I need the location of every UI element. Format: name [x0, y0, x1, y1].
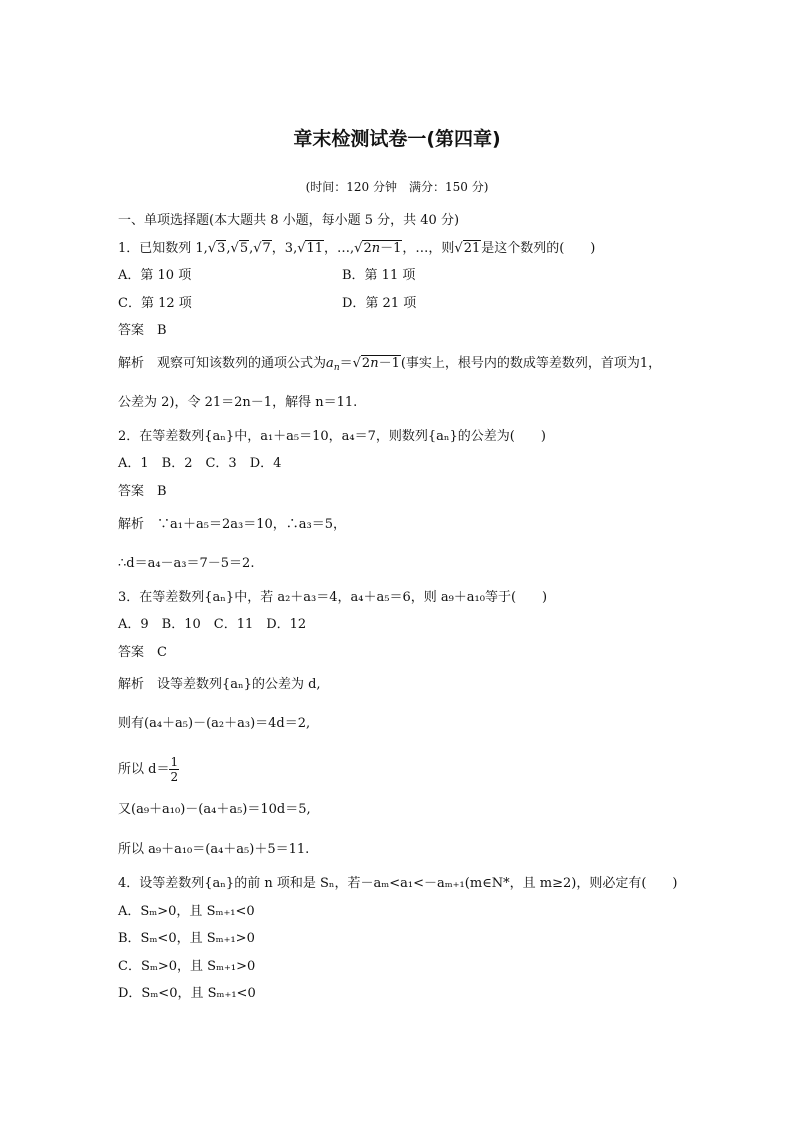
question-2-analysis-cont: ∴d＝a₄－a₃＝7－5＝2. — [118, 556, 255, 571]
question-1-analysis-cont: 公差为 2)，令 21＝2n－1，解得 n＝11. — [118, 395, 358, 410]
page-title: 章末检测试卷一(第四章) — [293, 128, 501, 150]
question-3-analysis: 解析 设等差数列{aₙ}的公差为 d, — [118, 677, 321, 692]
question-3-analysis-4: 又(a₉＋a₁₀)－(a₄＋a₅)＝10d＝5, — [118, 802, 311, 817]
question-1-analysis: 解析 观察可知该数列的通项公式为$a_n=√2n-1$(事实上，根号内的数成等差数列，首项为1， — [118, 356, 662, 373]
question-1-option-c: C．第 12 项 — [118, 296, 192, 311]
question-1-option-d: D．第 21 项 — [342, 296, 417, 311]
section-heading: 一、单项选择题(本大题共 8 小题，每小题 5 分，共 40 分) — [118, 213, 460, 228]
question-3-analysis-2: 则有(a₄＋a₅)－(a₂＋a₃)＝4d＝2, — [118, 716, 311, 731]
question-3-options: A．9 B．10 C．11 D．12 — [118, 617, 307, 632]
question-1-stem: 1．已知数列 1,√3,√5,√7，3,√11，…,√2n－1，…，则√21是这个数列的( ) — [118, 241, 596, 256]
question-1-option-a: A．第 10 项 — [118, 268, 192, 283]
fraction: $\frac{1}{2}$ — [170, 755, 179, 784]
question-3-analysis-5: 所以 a₉＋a₁₀＝(a₄＋a₅)＋5＝11. — [118, 842, 310, 857]
question-3-analysis-3: 所以 d＝ $\frac{1}{2}$ — [118, 755, 179, 784]
question-4-option-d: D．Sₘ<0，且 Sₘ₊₁<0 — [118, 986, 256, 1001]
question-3-answer: 答案 C — [118, 645, 167, 660]
question-4-option-c: C．Sₘ>0，且 Sₘ₊₁>0 — [118, 959, 256, 974]
question-4-stem: 4．设等差数列{aₙ}的前 n 项和是 Sₙ，若－aₘ<a₁<－aₘ₊₁(m∈N*，且 m≥2)，则必定有( ) — [118, 876, 678, 891]
question-4-option-a: A．Sₘ>0，且 Sₘ₊₁<0 — [118, 904, 255, 919]
question-4-option-b: B．Sₘ<0，且 Sₘ₊₁>0 — [118, 931, 255, 946]
question-2-analysis: 解析 ∵a₁＋a₅＝2a₃＝10，∴a₃＝5， — [118, 517, 346, 532]
question-2-stem: 2．在等差数列{aₙ}中，a₁＋a₅＝10，a₄＝7，则数列{aₙ}的公差为( ) — [118, 429, 546, 444]
question-1-option-b: B．第 11 项 — [342, 268, 416, 283]
exam-meta: (时间：120 分钟 满分：150 分) — [305, 180, 489, 194]
question-1-answer: 答案 B — [118, 323, 167, 338]
question-2-answer: 答案 B — [118, 484, 167, 499]
question-2-options: A．1 B．2 C．3 D．4 — [118, 456, 282, 471]
question-3-stem: 3．在等差数列{aₙ}中，若 a₂＋a₃＝4，a₄＋a₅＝6，则 a₉＋a₁₀等于( ) — [118, 590, 548, 605]
